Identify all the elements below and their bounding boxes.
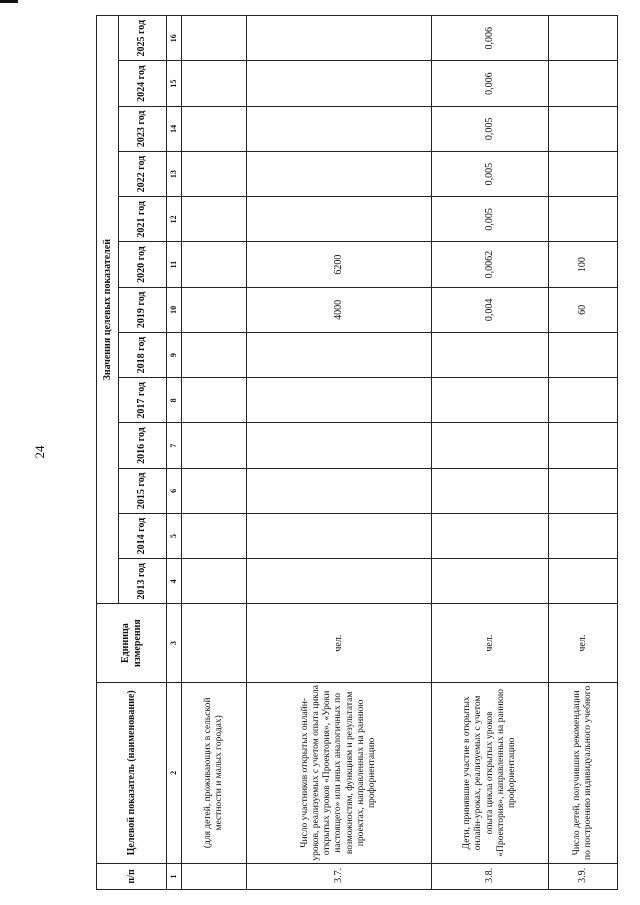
indicator-unit: чел. — [432, 604, 549, 682]
indicator-value — [549, 16, 618, 61]
indicator-value — [246, 151, 432, 196]
indicator-value — [246, 423, 432, 468]
indicator-value: 0,006 — [432, 61, 549, 106]
header-year: 2025 год — [119, 16, 167, 61]
indicator-unit — [182, 604, 247, 682]
column-index-cell: 1 — [167, 863, 182, 889]
indicator-value: 0,0062 — [432, 242, 549, 287]
indicator-value — [549, 332, 618, 377]
table-row — [549, 16, 618, 890]
indicator-value — [182, 378, 247, 423]
header-year: 2015 год — [119, 468, 167, 513]
table-wrapper — [96, 15, 618, 890]
header-year: 2023 год — [119, 106, 167, 151]
indicator-value — [246, 378, 432, 423]
indicator-value — [432, 513, 549, 558]
column-index-cell: 4 — [167, 559, 182, 604]
column-index-cell: 12 — [167, 197, 182, 242]
header-unit: Единица измерения — [97, 604, 167, 682]
column-index-cell: 7 — [167, 423, 182, 468]
header-year: 2020 год — [119, 242, 167, 287]
table-row — [182, 16, 247, 890]
column-index-cell: 6 — [167, 468, 182, 513]
header-year: 2021 год — [119, 197, 167, 242]
column-index-cell: 14 — [167, 106, 182, 151]
header-year: 2017 год — [119, 378, 167, 423]
indicator-value — [182, 287, 247, 332]
row-number — [182, 863, 247, 889]
column-index-cell: 16 — [167, 16, 182, 61]
page-number: 24 — [32, 445, 47, 459]
header-indicator: Целевой показатель (наименование) — [97, 682, 167, 863]
header-year: 2022 год — [119, 151, 167, 196]
indicator-value — [182, 151, 247, 196]
indicator-value: 0,004 — [432, 287, 549, 332]
indicator-value — [549, 423, 618, 468]
indicator-value — [549, 151, 618, 196]
indicator-value — [246, 513, 432, 558]
indicator-value — [549, 468, 618, 513]
target-indicators-table — [96, 15, 618, 890]
indicator-value — [182, 423, 247, 468]
indicator-value: 0,006 — [432, 16, 549, 61]
header-year: 2019 год — [119, 287, 167, 332]
indicator-value — [246, 106, 432, 151]
table-row — [246, 16, 432, 890]
indicator-value: 0,005 — [432, 106, 549, 151]
column-index-cell: 8 — [167, 378, 182, 423]
indicator-value — [182, 332, 247, 377]
indicator-value — [182, 513, 247, 558]
indicator-value — [246, 332, 432, 377]
indicator-value: 0,005 — [432, 197, 549, 242]
indicator-name: Число детей, получивших рекомендации по построению индивидуального учебного — [549, 682, 618, 863]
indicator-value: 60 — [549, 287, 618, 332]
indicator-value — [246, 16, 432, 61]
indicator-value — [182, 468, 247, 513]
header-year: 2018 год — [119, 332, 167, 377]
indicator-value: 0,005 — [432, 151, 549, 196]
indicator-value — [246, 61, 432, 106]
header-values-group: Значения целевых показателей — [97, 16, 119, 604]
indicator-value — [246, 197, 432, 242]
indicator-value — [549, 106, 618, 151]
column-index-cell: 11 — [167, 242, 182, 287]
indicator-value — [246, 468, 432, 513]
column-index-cell: 5 — [167, 513, 182, 558]
column-index-cell: 15 — [167, 61, 182, 106]
table-row — [432, 16, 549, 890]
indicator-value — [182, 197, 247, 242]
header-year: 2013 год — [119, 559, 167, 604]
header-year: 2016 год — [119, 423, 167, 468]
indicator-value — [549, 513, 618, 558]
indicator-value: 4000 — [246, 287, 432, 332]
row-number: 3.9. — [549, 863, 618, 889]
indicator-value — [432, 559, 549, 604]
column-index-cell: 9 — [167, 332, 182, 377]
indicator-value — [549, 378, 618, 423]
column-index-cell: 2 — [167, 682, 182, 863]
indicator-name: Дети, принявшие участие в открытых онлайн-уроках, реализуемых с учетом опыта цикла открытых уроков «Проектория», направленных на раннюю профориентацию — [432, 682, 549, 863]
indicator-value — [432, 468, 549, 513]
column-index-cell: 13 — [167, 151, 182, 196]
indicator-value — [432, 332, 549, 377]
indicator-value — [549, 197, 618, 242]
indicator-value — [432, 378, 549, 423]
header-year: 2014 год — [119, 513, 167, 558]
indicator-value — [549, 61, 618, 106]
scan-corner-mark — [0, 0, 18, 3]
indicator-name: (для детей, проживающих в сельской местности и малых городах) — [182, 682, 247, 863]
indicator-value — [182, 559, 247, 604]
indicator-unit: чел. — [246, 604, 432, 682]
column-index-cell: 10 — [167, 287, 182, 332]
indicator-unit: чел. — [549, 604, 618, 682]
row-number: 3.8. — [432, 863, 549, 889]
indicator-value: 100 — [549, 242, 618, 287]
header-np: п/п — [97, 863, 167, 889]
indicator-name: Число участников открытых онлайн-уроков, реализуемых с учетом опыта цикла открытых уроков «Проектория», «Уроки настоящего» или иных аналогичных по возможностям, функциям и результатам проектах, направленных на раннюю профориентацию — [246, 682, 432, 863]
indicator-value — [182, 16, 247, 61]
indicator-value — [182, 242, 247, 287]
indicator-value — [432, 423, 549, 468]
header-year: 2024 год — [119, 61, 167, 106]
indicator-value — [549, 559, 618, 604]
indicator-value — [182, 106, 247, 151]
indicator-value — [182, 61, 247, 106]
column-index-cell: 3 — [167, 604, 182, 682]
row-number: 3.7. — [246, 863, 432, 889]
indicator-value — [246, 559, 432, 604]
rotated-page-area — [96, 15, 618, 890]
indicator-value: 6200 — [246, 242, 432, 287]
